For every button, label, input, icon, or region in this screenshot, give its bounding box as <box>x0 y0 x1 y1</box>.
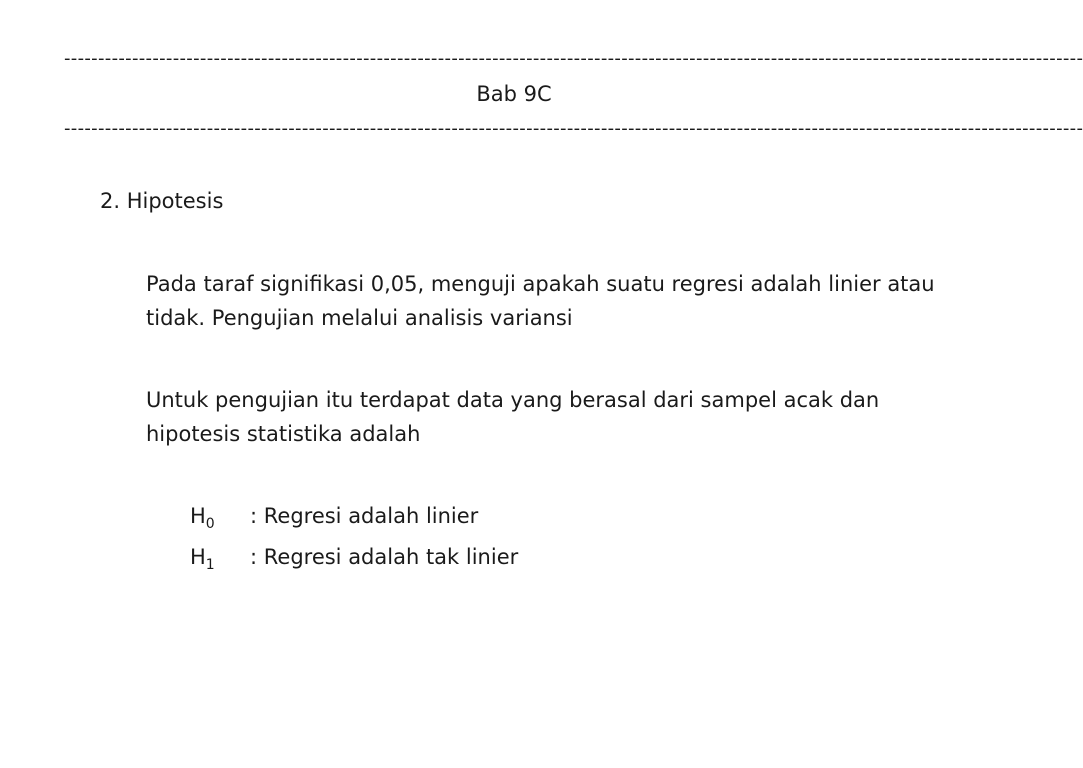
hypothesis-symbol: $H_1$ <box>190 545 215 573</box>
paragraph-significance: Pada taraf signifikasi 0,05, menguji apakah suatu regresi adalah linier atau tidak. Pengujian melalui analisis variansi <box>146 272 935 330</box>
slide-title: Bab 9C <box>476 82 552 106</box>
hypothesis-null <box>190 501 478 539</box>
hypothesis-alternative <box>190 542 518 580</box>
hypothesis-statement: : Regresi adalah tak linier <box>250 545 519 569</box>
dashed-divider-bottom: ------------------------------------------------------------------------------------------------------------------------------------------------------ <box>64 118 1083 139</box>
section-heading: 2. Hipotesis <box>100 189 224 213</box>
paragraph-hypothesis-intro: Untuk pengujian itu terdapat data yang berasal dari sampel acak dan hipotesis statistika adalah <box>146 388 880 446</box>
hypothesis-statement: : Regresi adalah linier <box>250 504 479 528</box>
hypothesis-subscript: 1 <box>205 557 215 573</box>
hypothesis-subscript: 0 <box>205 516 215 532</box>
dashed-divider-top: ------------------------------------------------------------------------------------------------------------------------------------------------------ <box>64 48 1083 69</box>
slide-header <box>64 48 1083 139</box>
hypothesis-symbol: $H_0$ <box>190 504 215 532</box>
